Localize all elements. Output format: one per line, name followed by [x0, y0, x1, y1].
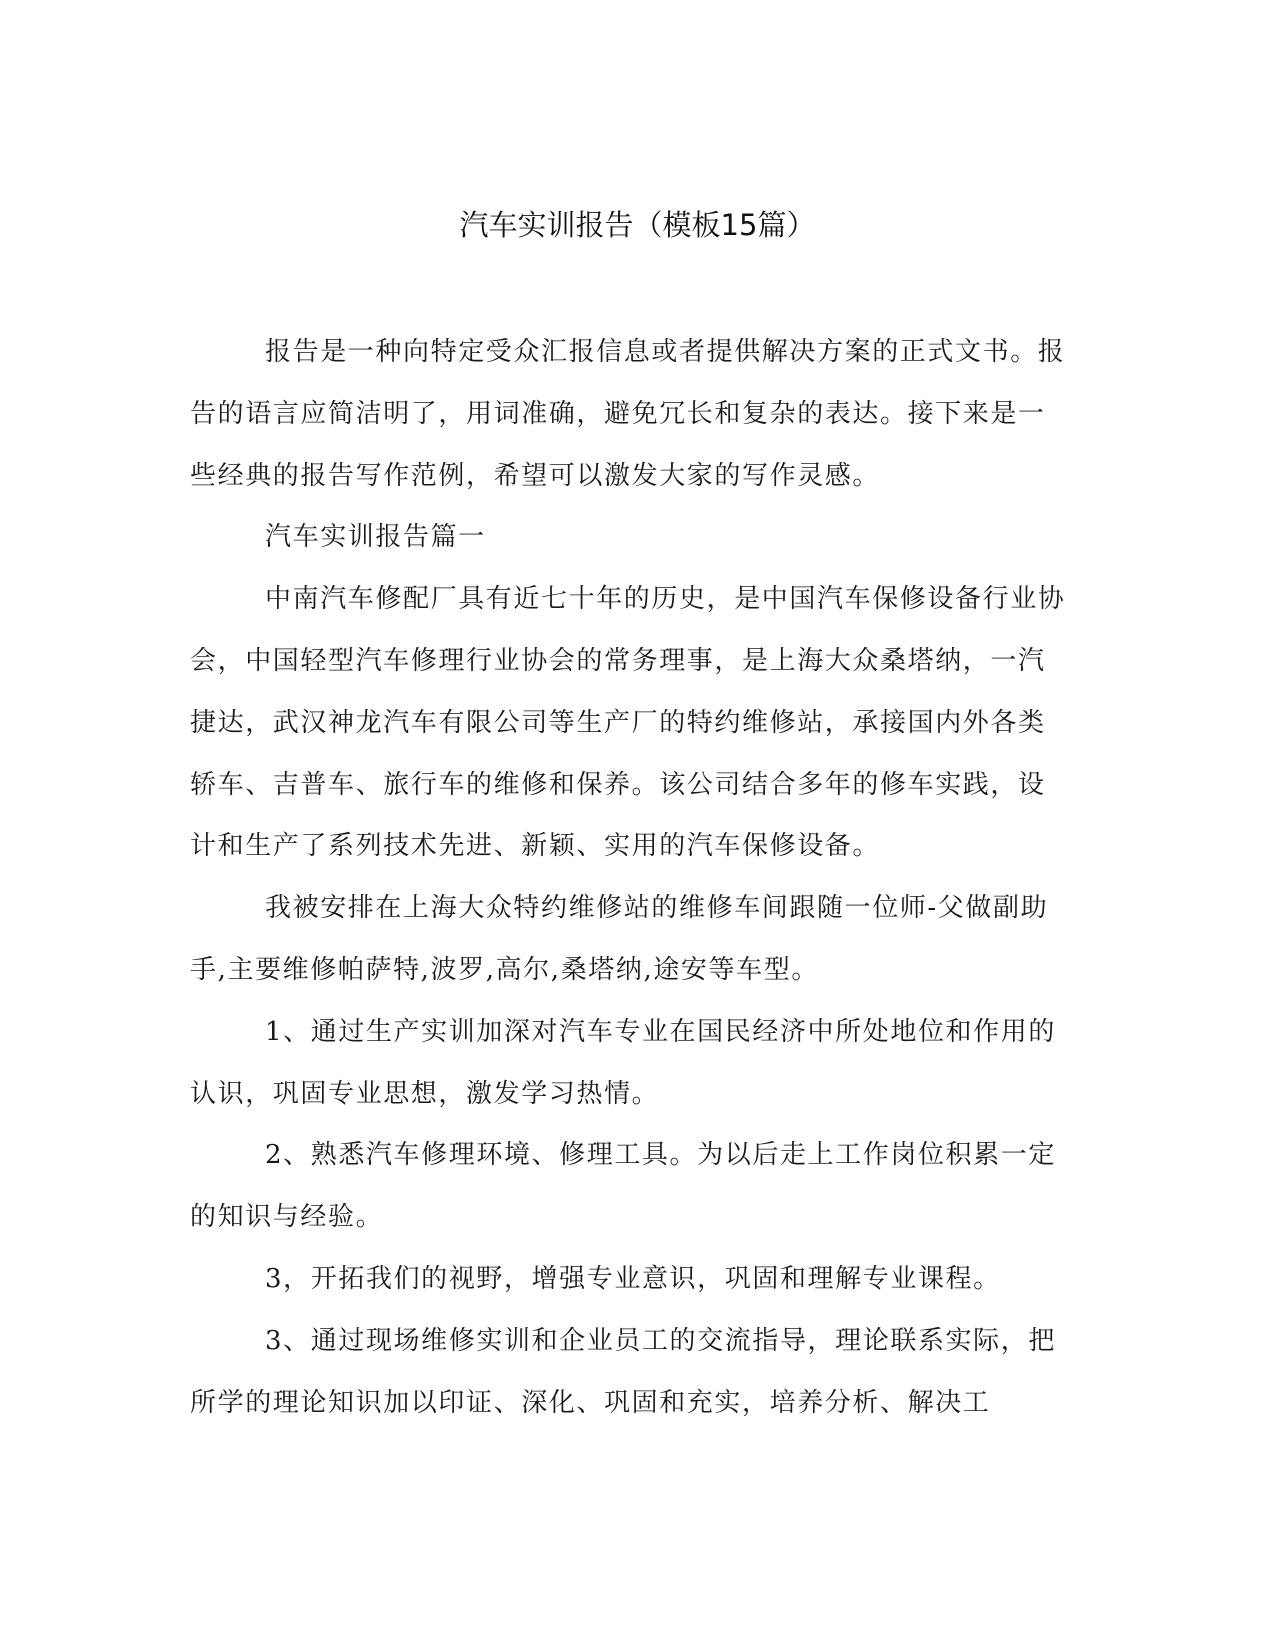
section-heading: 汽车实训报告篇一: [265, 522, 486, 553]
paragraph-intro: 报告是一种向特定受众汇报信息或者提供解决方案的正式文书。报告的语言应简洁明了，用词准确，避免冗长和复杂的表达。接下来是一些经典的报告写作范例，希望可以激发大家的写作灵感。: [190, 337, 1066, 491]
document-body: [190, 322, 1070, 1434]
paragraph-company: 中南汽车修配厂具有近七十年的历史，是中国汽车保修设备行业协会，中国轻型汽车修理行业协会的常务理事，是上海大众桑塔纳，一汽捷达，武汉神龙汽车有限公司等生产厂的特约维修站，承接国内外各类轿车、吉普车、旅行车的维修和保养。该公司结合多年的修车实践，设计和生产了系列技术先进、新颖、实用的汽车保修设备。: [190, 584, 1066, 862]
paragraph-item-3a: 3，开拓我们的视野，增强专业意识，巩固和理解专业课程。: [265, 1263, 1001, 1294]
paragraph-item-1: 1、通过生产实训加深对汽车专业在国民经济中所处地位和作用的认识，巩固专业思想，激发学习热情。: [190, 1016, 1056, 1109]
paragraph-item-3b: 3、通过现场维修实训和企业员工的交流指导，理论联系实际，把所学的理论知识加以印证、深化、巩固和充实，培养分析、解决工: [190, 1325, 1056, 1418]
paragraph-assignment: 我被安排在上海大众特约维修站的维修车间跟随一位师-父做副助手,主要维修帕萨特,波罗,高尔,桑塔纳,途安等车型。: [190, 893, 1049, 985]
document-title: 汽车实训报告（模板15篇）: [459, 208, 816, 242]
paragraph-item-2: 2、熟悉汽车修理环境、修理工具。为以后走上工作岗位积累一定的知识与经验。: [190, 1140, 1056, 1233]
